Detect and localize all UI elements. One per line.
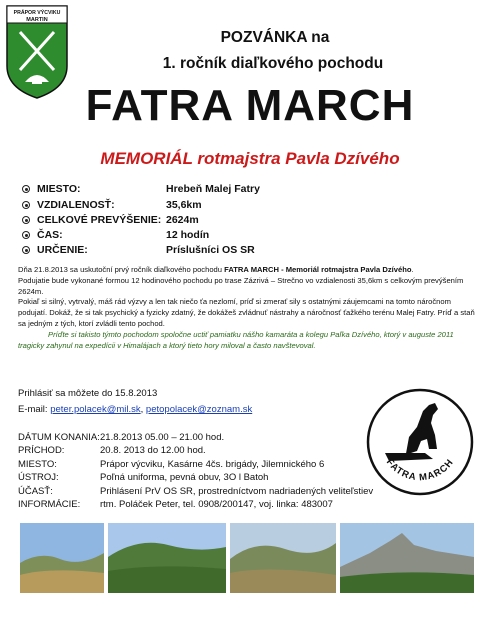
fatra-march-wolf-logo [365,387,475,497]
detail-row-dress [18,472,398,484]
bullet-icon [22,201,30,209]
detail-label: PRÍCHOD: [18,445,65,456]
info-label: URČENIE: [37,244,88,256]
crest-bottom-text: MARTIN [26,17,48,23]
detail-row-info [18,499,398,511]
detail-row-location [18,459,398,471]
paragraph-memorial: Príďte si takisto týmto pochodom spoločne uctiť pamiatku nášho kamaráta a kolegu Paľka Dzívého, ktorý v auguste 2011 tragicky zahynul na expedícii v Himalájach a ktorý tieto hory miloval a často navštevoval. [18,329,454,350]
detail-row-participation [18,486,398,498]
paragraph-route: Podujatie bude vykonané formou 12 hodinového pochodu po trase Zázrivá – Strečno vo vzdialenosti 35,6km s celkovým prevýšením 2624m. [18,275,464,296]
mountain-photo-3 [230,523,336,593]
email-link-secondary[interactable]: petopolacek@zoznam.sk [145,404,253,415]
email-label: E-mail: [18,404,48,415]
bullet-icon [22,185,30,193]
paragraph-challenge: Pokiaľ si silný, vytrvalý, máš rád výzvy a len tak niečo ťa nezlomí, príď si zmerať sily s ostatnými záujemcami na tomto náročnom podujatí. Dokáž, že si tak psychický a fyzicky zdatný, že dokážeš zvládnuť nástrahy a náročnosť ťažkého terénu Malej Fatry. Príď a staň sa jedným z tých, ktorí zvládli tento pochod. [18,297,475,328]
bullet-icon [22,231,30,239]
email-line [18,404,252,415]
heading-event-edition: 1. ročník diaľkového pochodu [162,55,384,72]
detail-value: Poľná uniforma, pevná obuv, 3O l Batoh [100,472,269,483]
detail-label: INFORMÁCIE: [18,499,81,510]
paragraph-intro [18,265,476,276]
signup-deadline: Prihlásiť sa môžete do 15.8.2013 [18,388,158,399]
info-value: Príslušníci OS SR [166,244,255,256]
memorial-subtitle: MEMORIÁL rotmajstra Pavla Dzívého [100,149,400,168]
info-item-distance [22,198,382,212]
event-description [18,265,476,351]
mountain-photo-4 [340,523,474,593]
mountain-photo-1 [20,523,104,593]
email-separator: , [140,404,144,415]
event-title: FATRA MARCH [85,81,415,130]
detail-value: 20.8. 2013 do 12.00 hod. [100,445,206,456]
detail-value: Prápor výcviku, Kasárne 4čs. brigády, Jilemnického 6 [100,459,325,470]
intro-period: . [411,265,414,274]
detail-row-date [18,432,398,444]
info-label: CELKOVÉ PREVÝŠENIE: [37,214,162,226]
info-value: Hrebeň Malej Fatry [166,183,260,195]
detail-value: Prihlásení PrV OS SR, prostredníctvom nadriadených veliteľstiev [100,486,374,497]
info-item-place [22,182,382,196]
info-label: VZDIALENOSŤ: [37,199,115,211]
detail-row-arrival [18,445,398,457]
crest-top-text: PRÁPOR VÝCVIKU [13,10,61,16]
bullet-icon [22,246,30,254]
info-label: ČAS: [37,229,63,241]
info-label: MIESTO: [37,183,81,195]
logo-text: FATRA MARCH [383,456,457,484]
mountain-photo-2 [108,523,226,593]
intro-event-name: FATRA MARCH - Memoriál rotmajstra Pavla Dzívého [224,265,412,274]
detail-label: ÚČASŤ: [18,486,53,497]
info-value: 12 hodín [166,229,210,241]
bullet-icon [22,216,30,224]
info-item-eligibility [22,243,382,257]
heading-invitation: POZVÁNKA na [220,29,330,46]
detail-value: 21.8.2013 05.00 – 21.00 hod. [100,432,225,443]
info-item-elevation [22,213,382,227]
detail-label: DÁTUM KONANIA: [18,432,100,443]
intro-text: Dňa 21.8.2013 sa uskutoční prvý ročník diaľkového pochodu [18,265,225,274]
info-value: 35,6km [166,199,202,211]
detail-value: rtm. Poláček Peter, tel. 0908/200147, voj. linka: 483007 [100,499,333,510]
email-link-primary[interactable]: peter.polacek@mil.sk [50,404,141,415]
mountain-photos-strip [20,523,474,593]
detail-label: MIESTO: [18,459,57,470]
info-item-time [22,228,382,242]
detail-label: ÚSTROJ: [18,472,59,483]
info-value: 2624m [166,214,199,226]
